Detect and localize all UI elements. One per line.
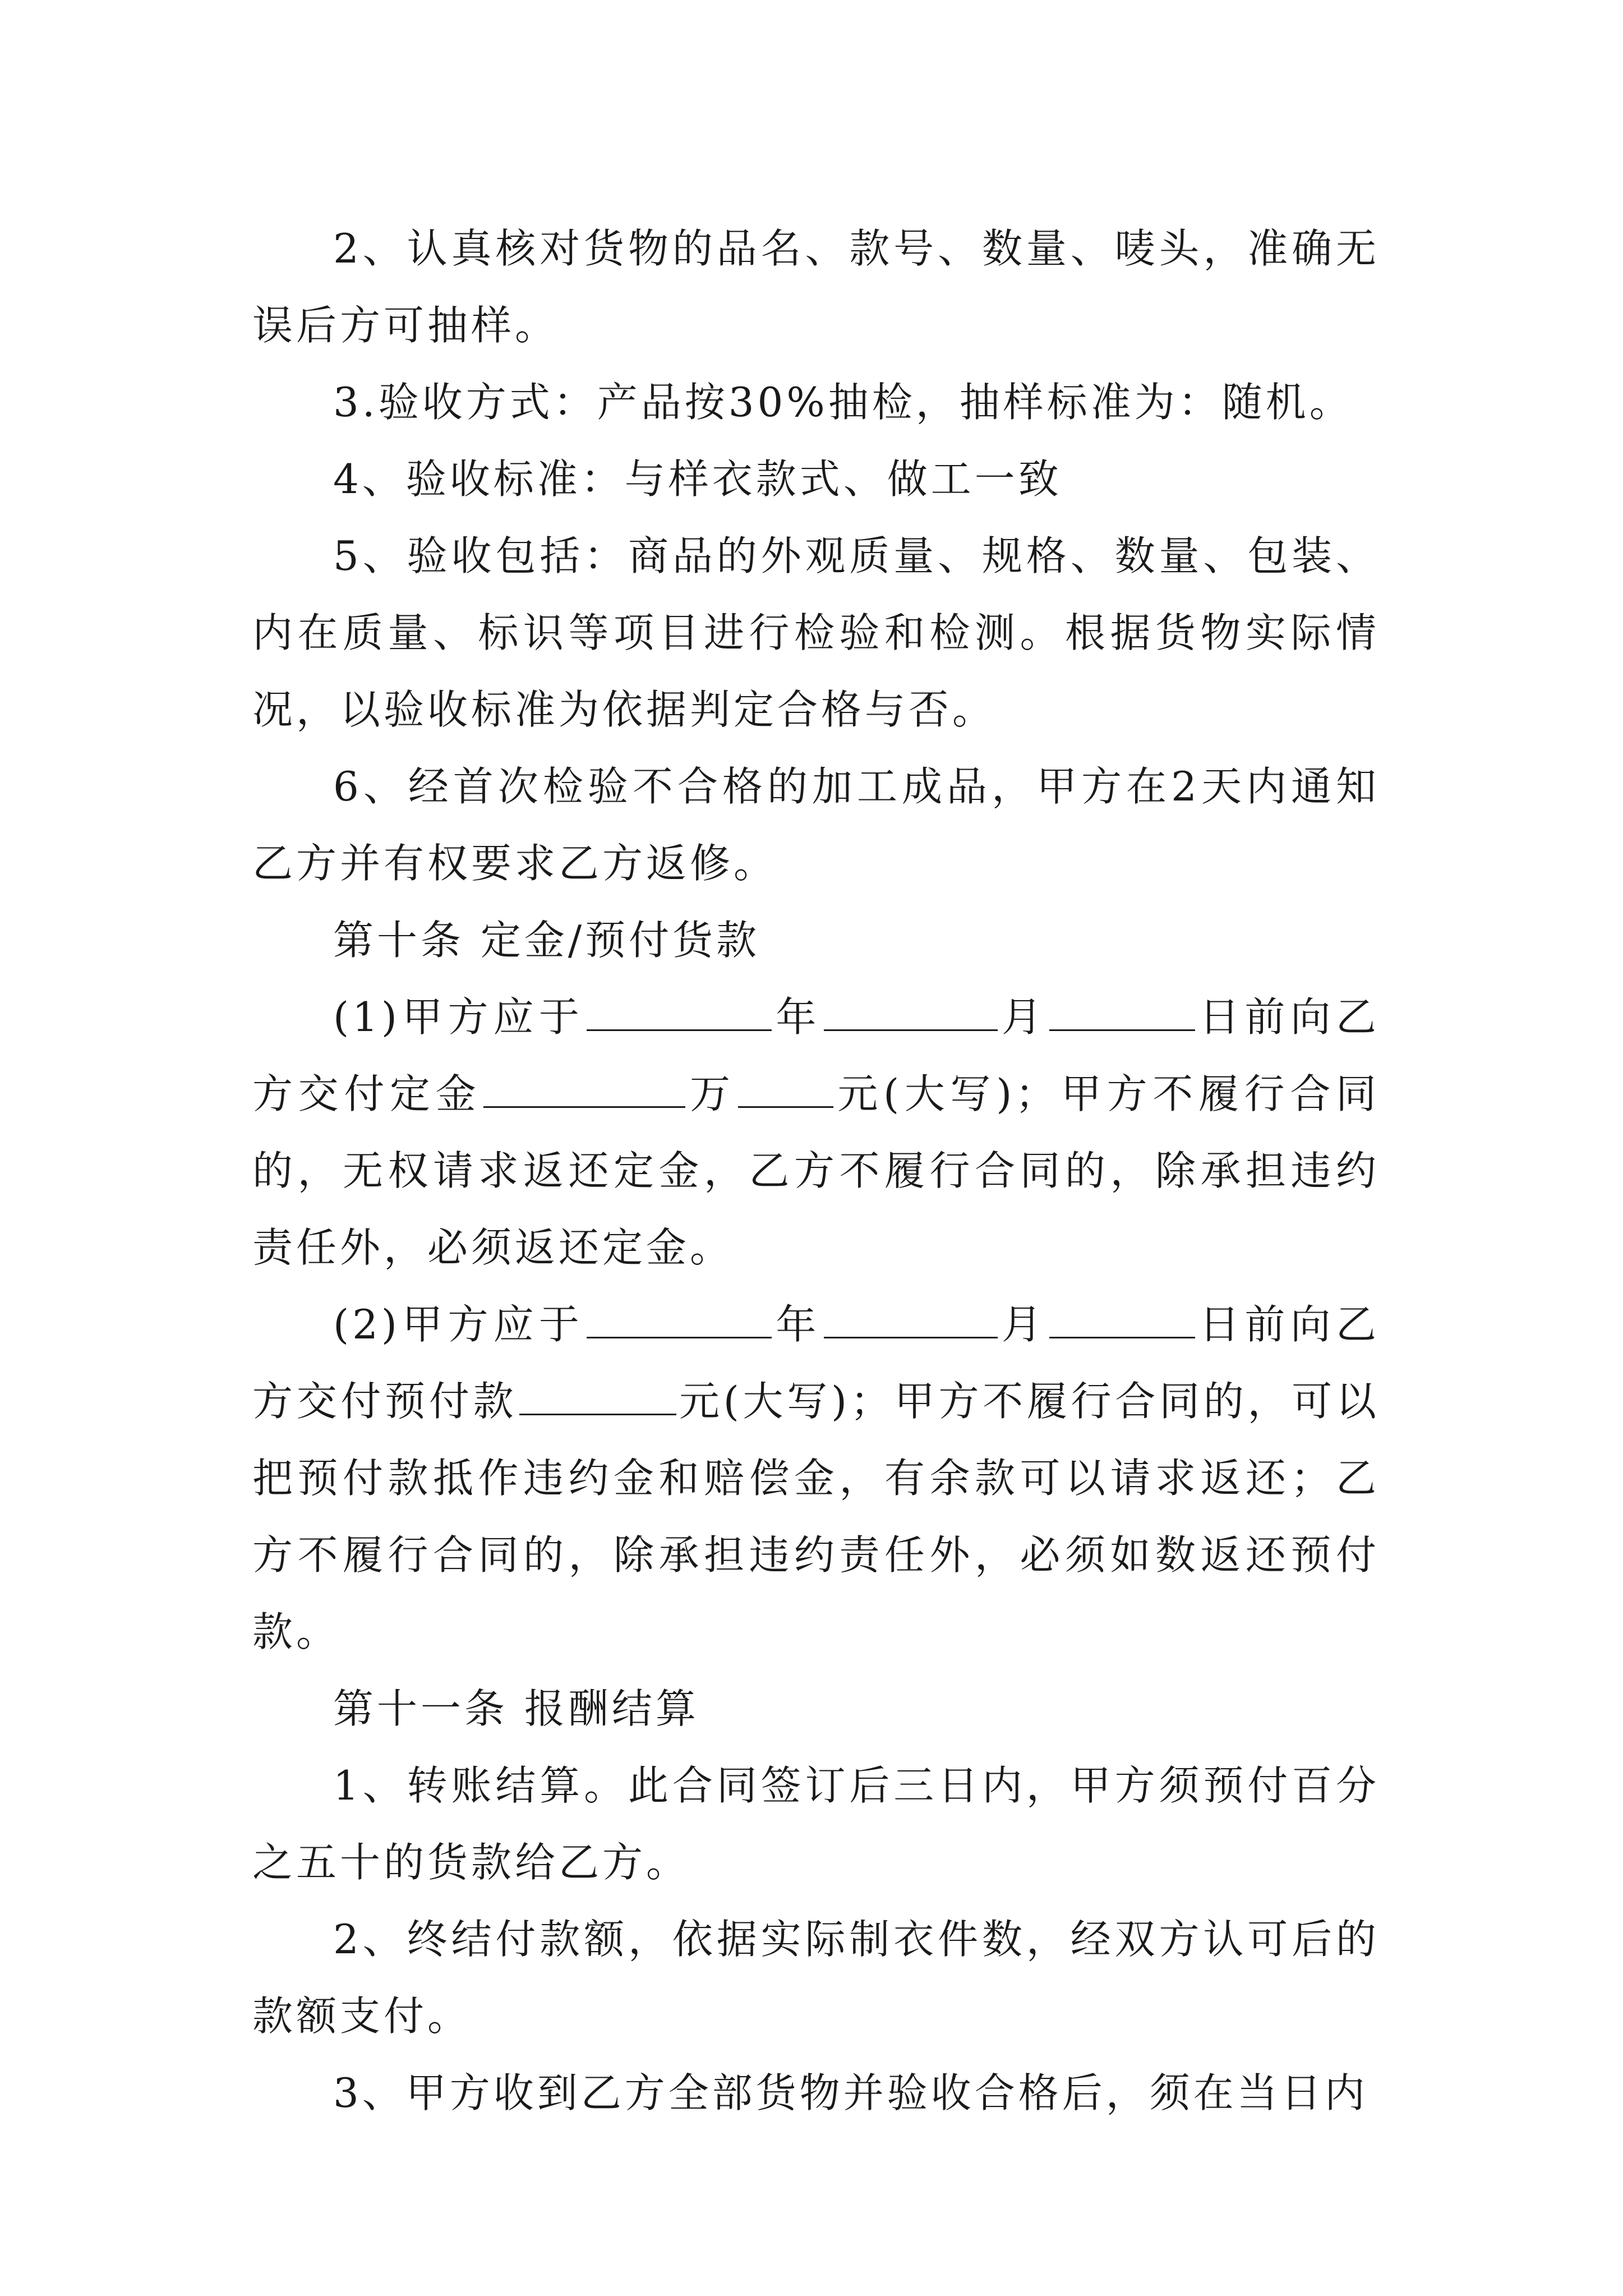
deposit-text-a: (1)甲方应于 xyxy=(333,993,585,1041)
deposit-amount-wan-blank xyxy=(483,1070,685,1108)
prepay-text-d: 日前向乙方交付预付款 xyxy=(252,1301,1380,1425)
deposit-text-b: 年 xyxy=(774,993,822,1041)
heading-article-11: 第十一条 报酬结算 xyxy=(333,1685,699,1732)
heading-article-10: 第十条 定金/预付货款 xyxy=(333,917,760,964)
deposit-text-e: 万 xyxy=(688,1070,736,1117)
deposit-month-blank xyxy=(824,993,998,1031)
deposit-amount-yuan-blank xyxy=(738,1070,833,1108)
prepay-text-a: (2)甲方应于 xyxy=(333,1301,585,1348)
paragraph-first-inspection: 6、经首次检验不合格的加工成品，甲方在2天内通知乙方并有权要求乙方返修。 xyxy=(252,763,1380,887)
paragraph-acceptance-standard: 4、验收标准：与样衣款式、做工一致 xyxy=(333,455,1062,503)
prepay-text-e: 元(大写)；甲方不履行合同的，可以把预付款抵作违约金和赔偿金，有余款可以请求返还；乙方不履行合同的，除承担违约责任外，必须如数返还预付款。 xyxy=(252,1378,1380,1655)
paragraph-final-payment: 2、终结付款额，依据实际制衣件数，经双方认可后的款额支付。 xyxy=(252,1916,1380,2040)
deposit-year-blank xyxy=(587,993,772,1031)
deposit-day-blank xyxy=(1049,993,1195,1031)
deposit-text-f: 元(大写)；甲方不履行合同的，无权请求返还定金，乙方不履行合同的，除承担违约责任外，必须返还定金。 xyxy=(252,1070,1380,1271)
prepay-day-blank xyxy=(1049,1301,1195,1338)
prepay-text-c: 月 xyxy=(999,1301,1048,1348)
paragraph-acceptance-scope: 5、验收包括：商品的外观质量、规格、数量、包装、内在质量、标识等项目进行检验和检测。根据货物实际情况，以验收标准为依据判定合格与否。 xyxy=(252,532,1380,733)
prepay-year-blank xyxy=(587,1301,772,1338)
document-body xyxy=(252,210,1380,2132)
deposit-text-d: 日前向乙方交付定金 xyxy=(252,993,1380,1117)
paragraph-check-goods: 2、认真核对货物的品名、款号、数量、唛头，准确无误后方可抽样。 xyxy=(252,225,1380,349)
deposit-text-c: 月 xyxy=(999,993,1048,1041)
paragraph-acceptance-method: 3.验收方式：产品按30%抽检，抽样标准为：随机。 xyxy=(333,379,1353,426)
prepay-text-b: 年 xyxy=(774,1301,822,1348)
prepay-month-blank xyxy=(824,1301,998,1338)
paragraph-receipt-payment: 3、甲方收到乙方全部货物并验收合格后，须在当日内 xyxy=(333,2069,1368,2116)
paragraph-deposit xyxy=(252,979,1380,1286)
paragraph-prepayment xyxy=(252,1286,1380,1671)
paragraph-transfer-settlement: 1、转账结算。此合同签订后三日内，甲方须预付百分之五十的货款给乙方。 xyxy=(252,1762,1380,1886)
prepay-amount-blank xyxy=(519,1378,676,1415)
